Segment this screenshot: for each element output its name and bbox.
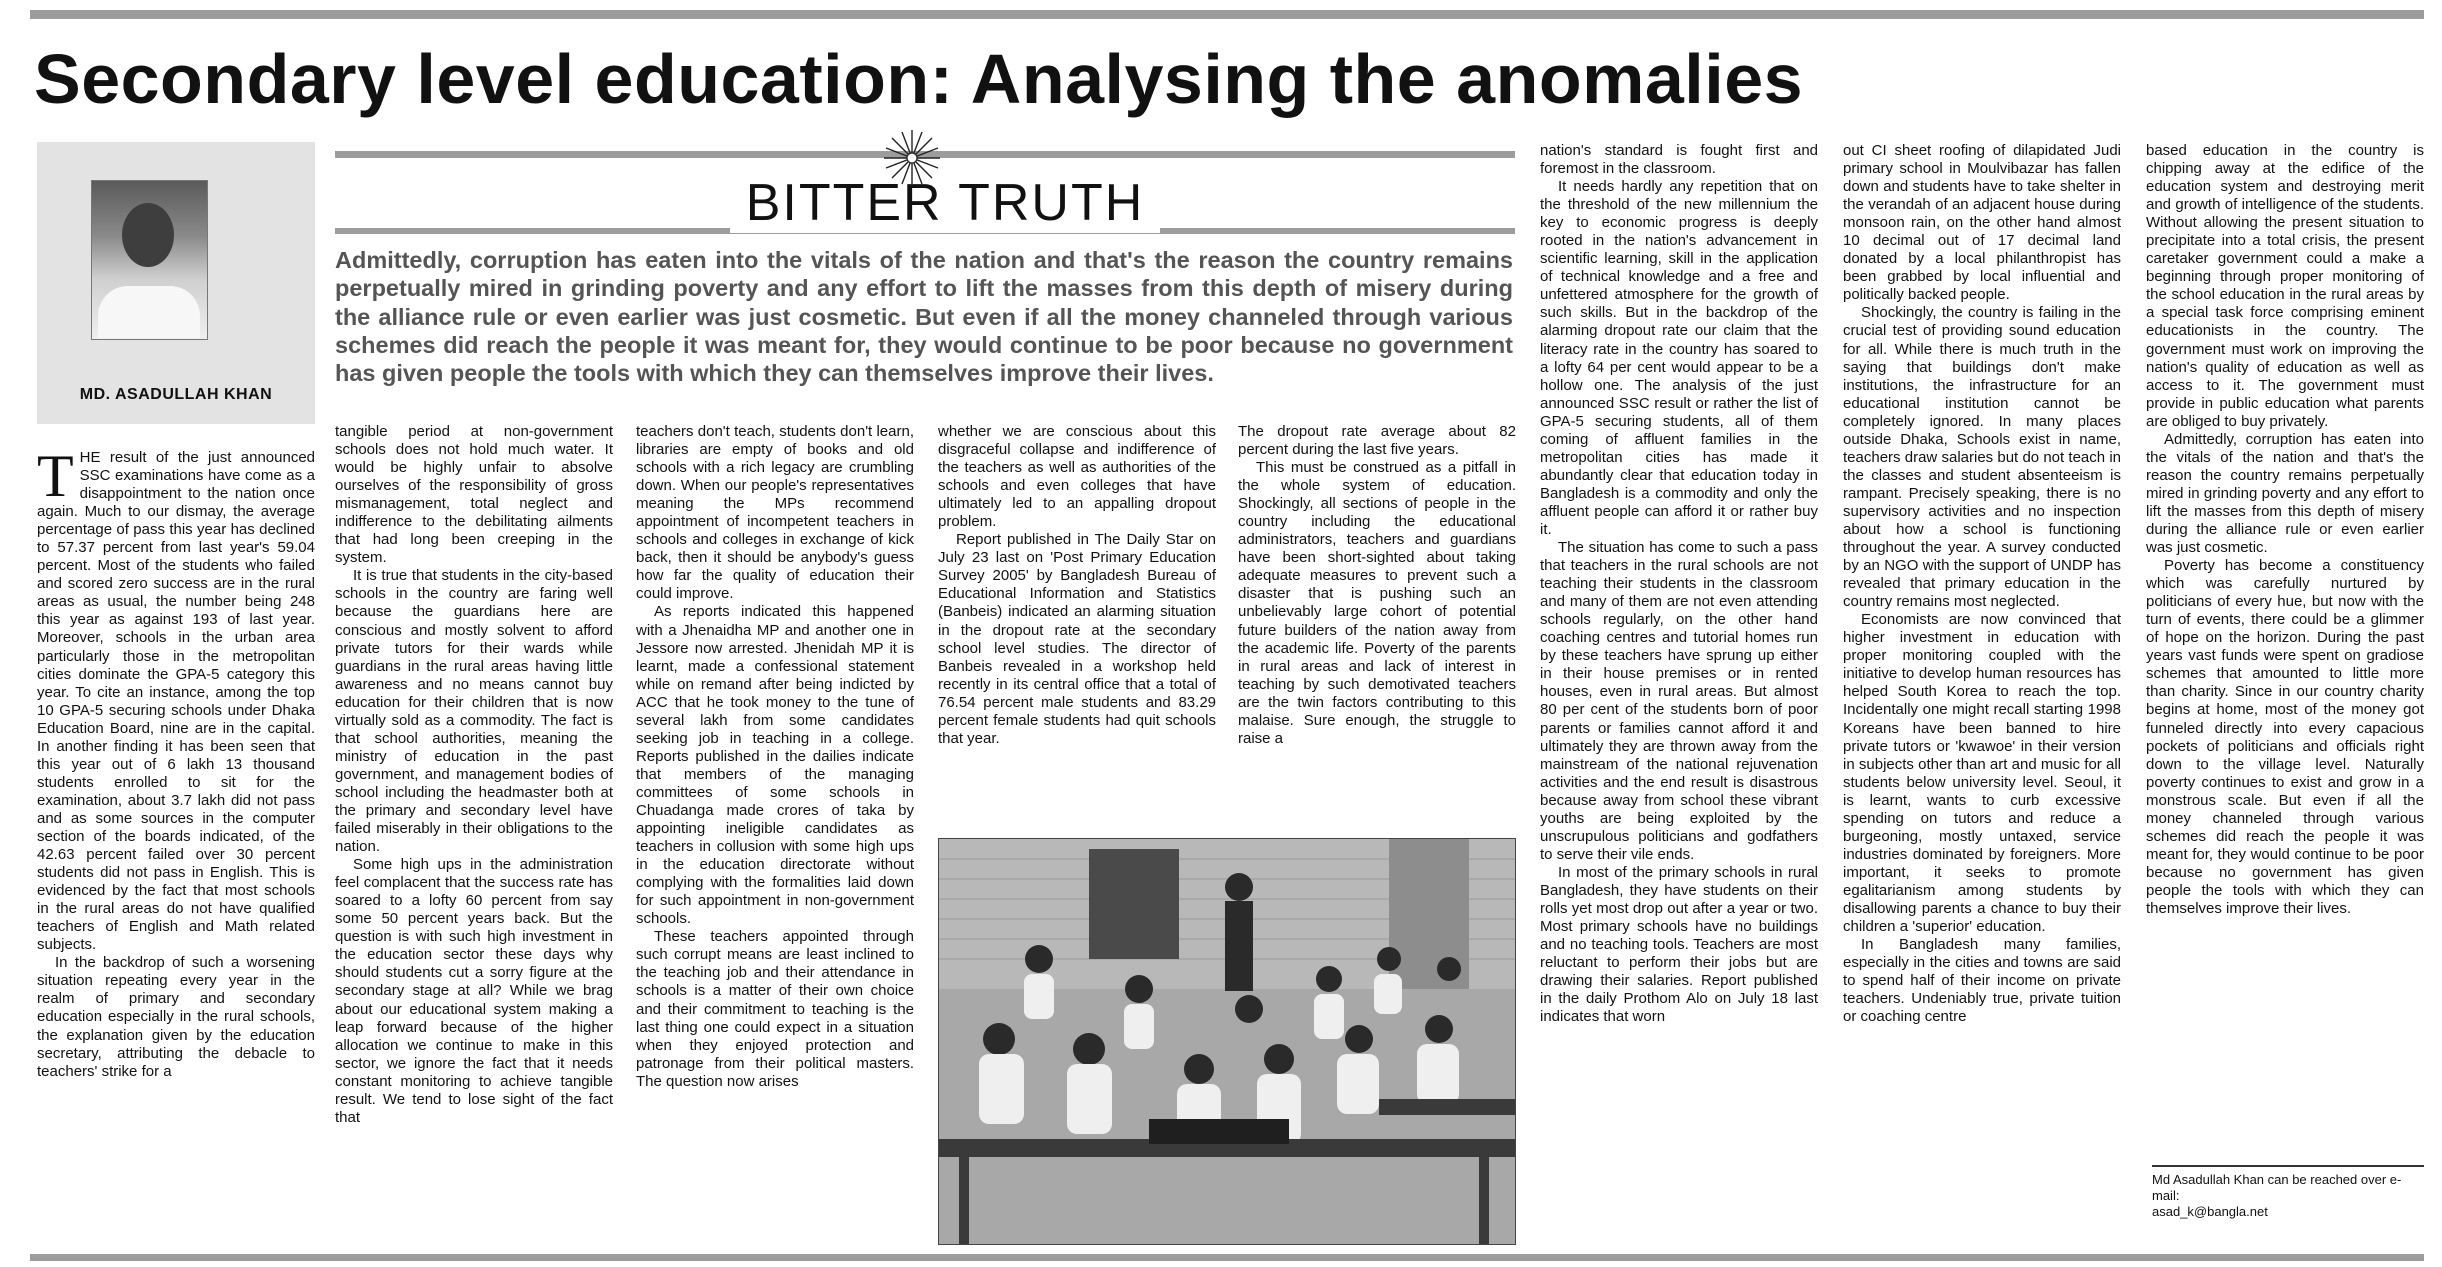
paragraph: tangible period at non-government schools does not hold much water. It would be highly unfair to absolve ourselves of the responsibility of gross mismanagement, total neglect and indifference to the debilitating ailments that had long been creeping in the system. [335, 423, 613, 567]
classroom-photo-icon [938, 838, 1516, 1245]
paragraph: based education in the country is chipping away at the edifice of the education system and destroying merit and growth of intelligence of the students. Without allowing the present situation to precipitate into a total crisis, the present caretaker government could a make a beginning through proper monitoring of the school education in the rural areas by a special task force comprising eminent educationists in the country. The government must work on improving the nation's quality of education as well as access to it. The government must provide in public education what parents are obliged to buy privately. [2146, 142, 2424, 430]
contact-line: Md Asadullah Khan can be reached over e-mail: [2152, 1172, 2402, 1203]
bottom-rule [30, 1254, 2424, 1261]
paragraph: In Bangladesh many families, especially in the cities and towns are said to spend half of their income on private teachers. Undeniably true, private tuition or coaching centre [1843, 936, 2121, 1026]
paragraph: Report published in The Daily Star on July 23 last on 'Post Primary Education Survey 2005' by Bangladesh Bureau of Educational Information and Statistics (Banbeis) indicated an alarming situation in the dropout rate at the secondary school level studies. The director of Banbeis revealed in a workshop held recently in its central office that a total of 76.54 percent male students and 83.29 percent female students had quit schools that year. [938, 531, 1216, 747]
column-5 [1238, 423, 1516, 828]
paragraph: It is true that students in the city-based schools in the country are faring well because the guardians here are conscious and mostly solvent to afford private tutors for their wards while guardians in the rural areas having little awareness and no means cannot buy education for their children that is now virtually sold as a commodity. The fact is that school authorities, meaning the ministry of education in the past government, and management bodies of school including the headmaster both at the primary and secondary level have failed miserably in their obligations to the nation. [335, 567, 613, 856]
headline: Secondary level education: Analysing the anomalies [34, 40, 1804, 118]
column-8 [2146, 142, 2424, 1158]
paragraph: out CI sheet roofing of dilapidated Judi primary school in Moulvibazar has fallen down and students have to take shelter in the verandah of an adjacent house during monsoon rain, on the other hand almost 10 decimal out of 17 decimal land donated by a local philanthropist has been grabbed by local influential and politically backed people. [1843, 142, 2121, 304]
author-box [37, 142, 315, 424]
paragraph: Poverty has become a constituency which was carefully nurtured by politicians of every hue, but now with the turn of events, there could be a glimmer of hope on the horizon. During the past years vast funds were spent on gradiose schemes that amounted to little more than charity. Since in our country charity begins at home, most of the money got funneled directly into every capacious pockets of politicians and officials right down to the village level. Naturally poverty continues to exist and grow in a monstrous scale. But even if all the money channeled through various schemes did reach the people it was meant for, they would continue to be poor because no government has given people the tools with which they can themselves improve their lives. [2146, 557, 2424, 917]
column-label: BITTER TRUTH [730, 173, 1160, 233]
paragraph: This must be construed as a pitfall in the whole system of education. Shockingly, all sections of people in the country including the educational administrators, teachers and guardians have been short-sighted about taking adequate measures to prevent such a disaster that is pushing such an unbelievably large cohort of potential future builders of the nation away from the academic life. Poverty of the parents in rural areas and lack of interest in teaching by such demotivated teachers are the twin factors contributing to this malaise. Sure enough, the struggle to raise a [1238, 459, 1516, 747]
column-3 [636, 423, 914, 1247]
column-2 [335, 423, 613, 1247]
paragraph-text: HE result of the just announced SSC examinations have come as a disappointment to the nation once again. Much to our dismay, the average percentage of pass this year has declined to 57.37 percent from last year's 59.04 percent. Most of the students who failed and scored zero success are in the rural areas as usual, the number being 248 this year as against 193 of last year. Moreover, schools in the urban area particularly those in the metropolitan cities dominate the GPA-5 category this year. To cite an instance, among the top 10 GPA-5 securing schools under Dhaka Education Board, nine are in the capital. In another finding it has been seen that this year out of 6 lakh 13 thousand students enrolled to sit for the examination, about 3.7 lakh did not pass and as some sources in the computer section of the boards indicated, of the 42.63 percent failed over 30 percent students did not pass in English. This is evidenced by the fact that most schools in the rural areas do not have qualified teachers of English and Math related subjects. [37, 449, 315, 954]
paragraph: Shockingly, the country is failing in the crucial test of providing sound education for all. While there is much truth in the saying that buildings don't make institutions, the infrastructure for an educational institution cannot be completely ignored. In many places outside Dhaka, Schools exist in name, teachers draw salaries but do not teach in the classes and student absenteeism is rampant. Precisely speaking, there is no supervisory activities and no inspection about how a school is functioning throughout the year. A survey conducted by an NGO with the support of UNDP has revealed that primary education in the country remains most neglected. [1843, 304, 2121, 611]
paragraph: nation's standard is fought first and foremost in the classroom. [1540, 142, 1818, 178]
top-rule [30, 10, 2424, 19]
author-contact-note [2152, 1172, 2424, 1220]
paragraph: Economists are now convinced that higher investment in education with proper monitoring coupled with the initiative to develop human resources has helped South Korea to reach the top. Incidentally one might recall starting 1998 Koreans have been banned to hire private tutors or 'kwawoe' in their version in subjects other than art and music for all students below university level. Seoul, it is learnt, wants to curb excessive spending on tutors and reduce a burgeoning, mostly untaxed, service industries dominated by foreigners. More important, it seeks to promote egalitarianism among students by disallowing parents a chance to buy their children a 'superior' education. [1843, 611, 2121, 936]
paragraph: These teachers appointed through such corrupt means are least inclined to the teaching job and their attendance in schools is a matter of their own choice and their commitment to teaching is the last thing one could expect in a situation when they enjoyed protection and patronage from their political masters. The question now arises [636, 928, 914, 1090]
paragraph: It needs hardly any repetition that on the threshold of the new millennium the key to economic progress is deeply rooted in the nation's advancement in scientific learning, skill in the application of technical knowledge and a free and unfettered atmosphere for the growth of such skills. But in the backdrop of the alarming dropout rate our claim that the literacy rate in the country has soared to a lofty 64 per cent would appear to be a hollow one. The analysis of the just announced SSC result or rather the list of GPA-5 securing students, all of them coming of affluent families in the metropolitan cities has made it abundantly clear that education today in Bangladesh is a commodity and only the affluent people can afford it or rather buy it. [1540, 178, 1818, 538]
paragraph: whether we are conscious about this disgraceful collapse and indifference of the teachers as well as authorities of the schools and even colleges that have ultimately led to an appalling dropout problem. [938, 423, 1216, 531]
paragraph: In the backdrop of such a worsening situation repeating every year in the realm of primary and secondary education especially in the rural schools, the explanation given by the education secretary, attributing the debacle to teachers' strike for a [37, 954, 315, 1080]
paragraph: Admittedly, corruption has eaten into the vitals of the nation and that's the reason the country remains perpetually mired in grinding poverty and any effort to lift the masses from this depth of misery during the alliance rule or even earlier was just cosmetic. [2146, 430, 2424, 557]
contact-email: asad_k@bangla.net [2152, 1204, 2268, 1219]
author-name: MD. ASADULLAH KHAN [79, 386, 273, 403]
paragraph: The situation has come to such a pass that teachers in the rural schools are not teaching their students in the classroom and many of them are not even attending schools regularly, on the other hand coaching centres and tutorial homes run by these teachers have sprung up either in their house premises or in rented houses, even in rural areas. But almost 80 per cent of the students born of poor parents or families cannot afford it and ultimately they are thrown away from the mainstream of the national rejuvenation activities and the end result is disastrous because away from school these vibrant youths are being exploited by the unscrupulous politicians and godfathers to serve their vile ends. [1540, 539, 1818, 863]
column-1 [37, 449, 315, 1247]
dropcap: T [37, 449, 74, 509]
column-6 [1540, 142, 1818, 1247]
paragraph: The dropout rate average about 82 percent during the last five years. [1238, 423, 1516, 459]
paragraph: teachers don't teach, students don't learn, libraries are empty of books and old schools with a rich legacy are crumbling down. When our people's representatives meaning the MPs recommend appointment of incompetent teachers in schools and colleges in exchange of kick back, then it should be anybody's guess how far the quality of education their could improve. [636, 423, 914, 603]
paragraph: Some high ups in the administration feel complacent that the success rate has soared to a lofty 60 percent from say some 50 percent years back. But the question is with such high investment in the education sector these days why should students cut a sorry figure at the secondary stage at all? While we brag about our educational system making a leap forward because of the higher allocation we continue to make in this sector, we ignore the fact that it needs constant monitoring to achieve tangible result. We tend to lose sight of the fact that [335, 856, 613, 1126]
standfirst: Admittedly, corruption has eaten into the vitals of the nation and that's the reason the country remains perpetually mired in grinding poverty and any effort to lift the masses from this depth of misery during the alliance rule or even earlier was just cosmetic. But even if all the money channeled through various schemes did reach the people it was meant for, they would continue to be poor because no government has given people the tools with which they can themselves improve their lives. [335, 247, 1513, 387]
footer-rule [2152, 1165, 2424, 1167]
starburst-icon [882, 128, 942, 188]
paragraph: As reports indicated this happened with a Jhenaidha MP and another one in Jessore now arrested. Jhenidah MP it is learnt, made a confessional statement while on remand after being indicted by ACC that he took money to the tune of several lakh from some candidates seeking job in teaching in a college. Reports published in the dailies indicate that members of the managing committees of some schools in Chuadanga made crores of taka by appointing ineligible candidates as teachers in collusion with some high ups in the education directorate without complying with the formalities laid down for such appointment in non-government schools. [636, 603, 914, 928]
column-7 [1843, 142, 2121, 1247]
column-4 [938, 423, 1216, 828]
paragraph [37, 449, 315, 954]
author-portrait-icon [91, 180, 208, 340]
paragraph: In most of the primary schools in rural Bangladesh, they have students on their rolls yet most drop out after a year or two. Most primary schools have no buildings and no teaching tools. Teachers are most reluctant to perform their jobs but are drawing their salaries. Report published in the daily Prothom Alo on July 18 last indicates that worn [1540, 863, 1818, 1026]
